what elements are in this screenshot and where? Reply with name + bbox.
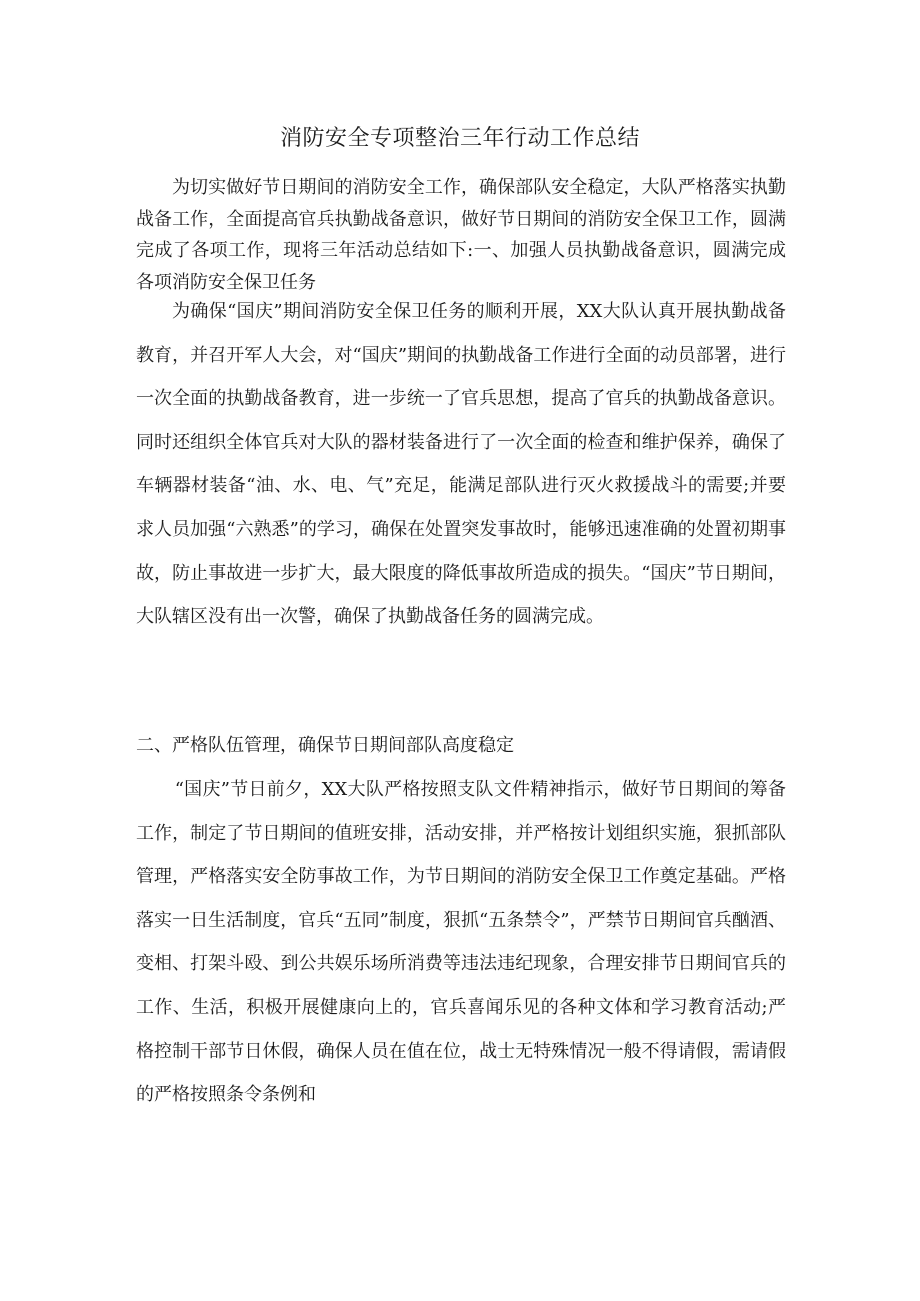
body-paragraph-1: 为确保“国庆”期间消防安全保卫任务的顺利开展，XX大队认真开展执勤战备教育，并召开军人大会，对“国庆”期间的执勤战备工作进行全面的动员部署，进行一次全面的执勤战备教育，进一步统一了官兵思想，提高了官兵的执勤战备意识。同时还组织全体官兵对大队的器材装备进行了一次全面的检查和维护保养，确保了车辆器材装备“油、水、电、气”充足，能满足部队进行灭火救援战斗的需要;并要求人员加强“六熟悉”的学习，确保在处置突发事故时，能够迅速准确的处置初期事故，防止事故进一步扩大，最大限度的降低事故所造成的损失。“国庆”节日期间，大队辖区没有出一次警，确保了执勤战备任务的圆满完成。 [136,301,786,628]
body-paragraph-2: “国庆”节日前夕，XX大队严格按照支队文件精神指示，做好节日期间的筹备工作，制定了节日期间的值班安排，活动安排，并严格按计划组织实施，狠抓部队管理，严格落实安全防事故工作，为节日期间的消防安全保卫工作奠定基础。严格落实一日生活制度，官兵“五同”制度，狠抓“五条禁令”，严禁节日期间官兵酗酒、变相、打架斗殴、到公共娱乐场所消费等违法违纪现象，合理安排节日期间官兵的工作、生活，积极开展健康向上的，官兵喜闻乐见的各种文体和学习教育活动;严格控制干部节日休假，确保人员在值在位，战士无特殊情况一般不得请假，需请假的严格按照条令条例和 [136,779,786,1106]
section-heading-2: 二、严格队伍管理，确保节日期间部队高度稳定 [136,735,514,756]
intro-paragraph: 为切实做好节日期间的消防安全工作，确保部队安全稳定，大队严格落实执勤战备工作，全面提高官兵执勤战备意识，做好节日期间的消防安全保卫工作，圆满完成了各项工作，现将三年活动总结如下:一、加强人员执勤战备意识，圆满完成各项消防安全保卫任务 [136,177,786,293]
document-title: 消防安全专项整治三年行动工作总结 [279,126,640,151]
